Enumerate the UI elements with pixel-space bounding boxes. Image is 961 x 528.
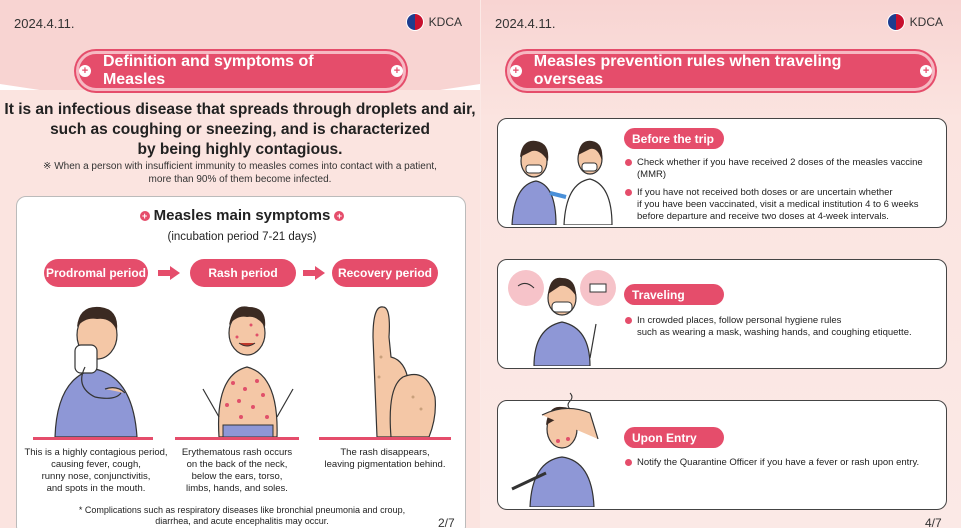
date-label: 2024.4.11. bbox=[14, 16, 75, 31]
arrow-right-icon bbox=[303, 266, 325, 280]
card-before-trip bbox=[497, 118, 947, 228]
traveling-hygiene-illustration bbox=[506, 266, 618, 366]
brand-name: KDCA bbox=[428, 15, 462, 29]
page-title bbox=[507, 51, 935, 91]
stage-rash: Rash period bbox=[190, 259, 296, 287]
note-line: more than 90% of them become infected. bbox=[148, 174, 332, 185]
bullet-item bbox=[625, 187, 943, 223]
recovery-caption bbox=[313, 447, 457, 471]
fever-person-illustration bbox=[506, 389, 618, 507]
plus-icon: + bbox=[391, 65, 403, 77]
traveling-label: Traveling bbox=[624, 284, 724, 305]
plus-icon: + bbox=[510, 65, 522, 77]
coughing-person-illustration bbox=[45, 297, 145, 437]
upon-entry-bullets bbox=[625, 457, 943, 475]
caption-line: limbs, hands, and soles. bbox=[186, 483, 288, 494]
date-label: 2024.4.11. bbox=[495, 16, 556, 31]
plus-icon: + bbox=[334, 211, 344, 221]
kdca-brand bbox=[887, 13, 943, 31]
plus-icon: + bbox=[79, 65, 91, 77]
bullet-line: If you have not received both doses or are uncertain whether bbox=[637, 187, 893, 198]
caption-line: below the ears, torso, bbox=[191, 471, 283, 482]
bullet-line: In crowded places, follow personal hygiene rules bbox=[637, 315, 842, 326]
bullet-line: if you have been vaccinated, visit a medical institution 4 to 6 weeks bbox=[637, 199, 919, 210]
stage-recovery: Recovery period bbox=[332, 259, 438, 287]
note-line: ※ When a person with insufficient immunity to measles comes into contact with a patient, bbox=[43, 161, 437, 172]
kdca-brand bbox=[406, 13, 462, 31]
bullet-line: before departure and receive two doses at 4-week intervals. bbox=[637, 211, 889, 222]
upon-entry-label: Upon Entry bbox=[624, 427, 724, 448]
hands-recovery-illustration bbox=[347, 297, 447, 437]
traveling-bullets bbox=[625, 315, 943, 345]
symptoms-box bbox=[16, 196, 466, 528]
caption-line: causing fever, cough, bbox=[51, 459, 141, 470]
caption-line: leaving pigmentation behind. bbox=[324, 459, 446, 470]
caption-line: on the back of the neck, bbox=[186, 459, 288, 470]
incubation-period: (incubation period 7-21 days) bbox=[167, 231, 317, 243]
vaccination-illustration bbox=[506, 131, 616, 225]
divider-line bbox=[33, 437, 153, 440]
caption-line: This is a highly contagious period, bbox=[24, 447, 168, 458]
left-panel bbox=[0, 0, 480, 528]
rash-caption bbox=[171, 447, 303, 495]
infection-note bbox=[0, 160, 480, 186]
plus-icon: + bbox=[140, 211, 150, 221]
caption-line: runny nose, conjunctivitis, bbox=[41, 471, 151, 482]
lead-line: It is an infectious disease that spreads through droplets and air, bbox=[4, 101, 476, 118]
taegeuk-logo-icon bbox=[406, 13, 424, 31]
caption-line: and spots in the mouth. bbox=[46, 483, 146, 494]
bullet-line: such as wearing a mask, washing hands, and coughing etiquette. bbox=[637, 327, 912, 338]
footnote-line: diarrhea, and acute encephalitis may occur. bbox=[155, 516, 329, 526]
caption-line: The rash disappears, bbox=[340, 447, 430, 458]
taegeuk-logo-icon bbox=[887, 13, 905, 31]
complications-footnote bbox=[17, 505, 467, 527]
rash-person-illustration bbox=[197, 297, 297, 437]
symptoms-title-text: Measles main symptoms bbox=[153, 207, 331, 224]
page-number: 2/7 bbox=[438, 516, 455, 528]
plus-icon: + bbox=[920, 65, 932, 77]
right-panel bbox=[481, 0, 961, 528]
bullet-line: Check whether if you have received 2 doses of the measles vaccine (MMR) bbox=[637, 157, 923, 180]
lead-line: by being highly contagious. bbox=[137, 141, 343, 158]
card-traveling bbox=[497, 259, 947, 369]
symptoms-title bbox=[17, 207, 467, 224]
arrow-right-icon bbox=[158, 266, 180, 280]
bullet-item bbox=[625, 157, 943, 181]
stage-prodromal: Prodromal period bbox=[44, 259, 148, 287]
page-title bbox=[76, 51, 406, 91]
bullet-item bbox=[625, 315, 943, 339]
caption-line: Erythematous rash occurs bbox=[181, 447, 293, 458]
prodromal-caption bbox=[21, 447, 171, 495]
page-number: 4/7 bbox=[925, 516, 942, 528]
before-trip-label: Before the trip bbox=[624, 128, 724, 149]
bullet-item bbox=[625, 457, 943, 469]
card-upon-entry bbox=[497, 400, 947, 510]
lead-text bbox=[0, 100, 480, 160]
divider-line bbox=[319, 437, 451, 440]
before-trip-bullets bbox=[625, 157, 943, 229]
bullet-line: Notify the Quarantine Officer if you have a fever or rash upon entry. bbox=[637, 457, 920, 468]
footnote-line: * Complications such as respiratory diseases like bronchial pneumonia and croup, bbox=[78, 505, 406, 515]
page-title-text: Measles prevention rules when traveling overseas bbox=[533, 53, 842, 88]
lead-line: such as coughing or sneezing, and is characterized bbox=[50, 121, 430, 138]
divider-line bbox=[175, 437, 299, 440]
page-title-text: Definition and symptoms of Measles bbox=[102, 53, 314, 88]
brand-name: KDCA bbox=[909, 15, 943, 29]
